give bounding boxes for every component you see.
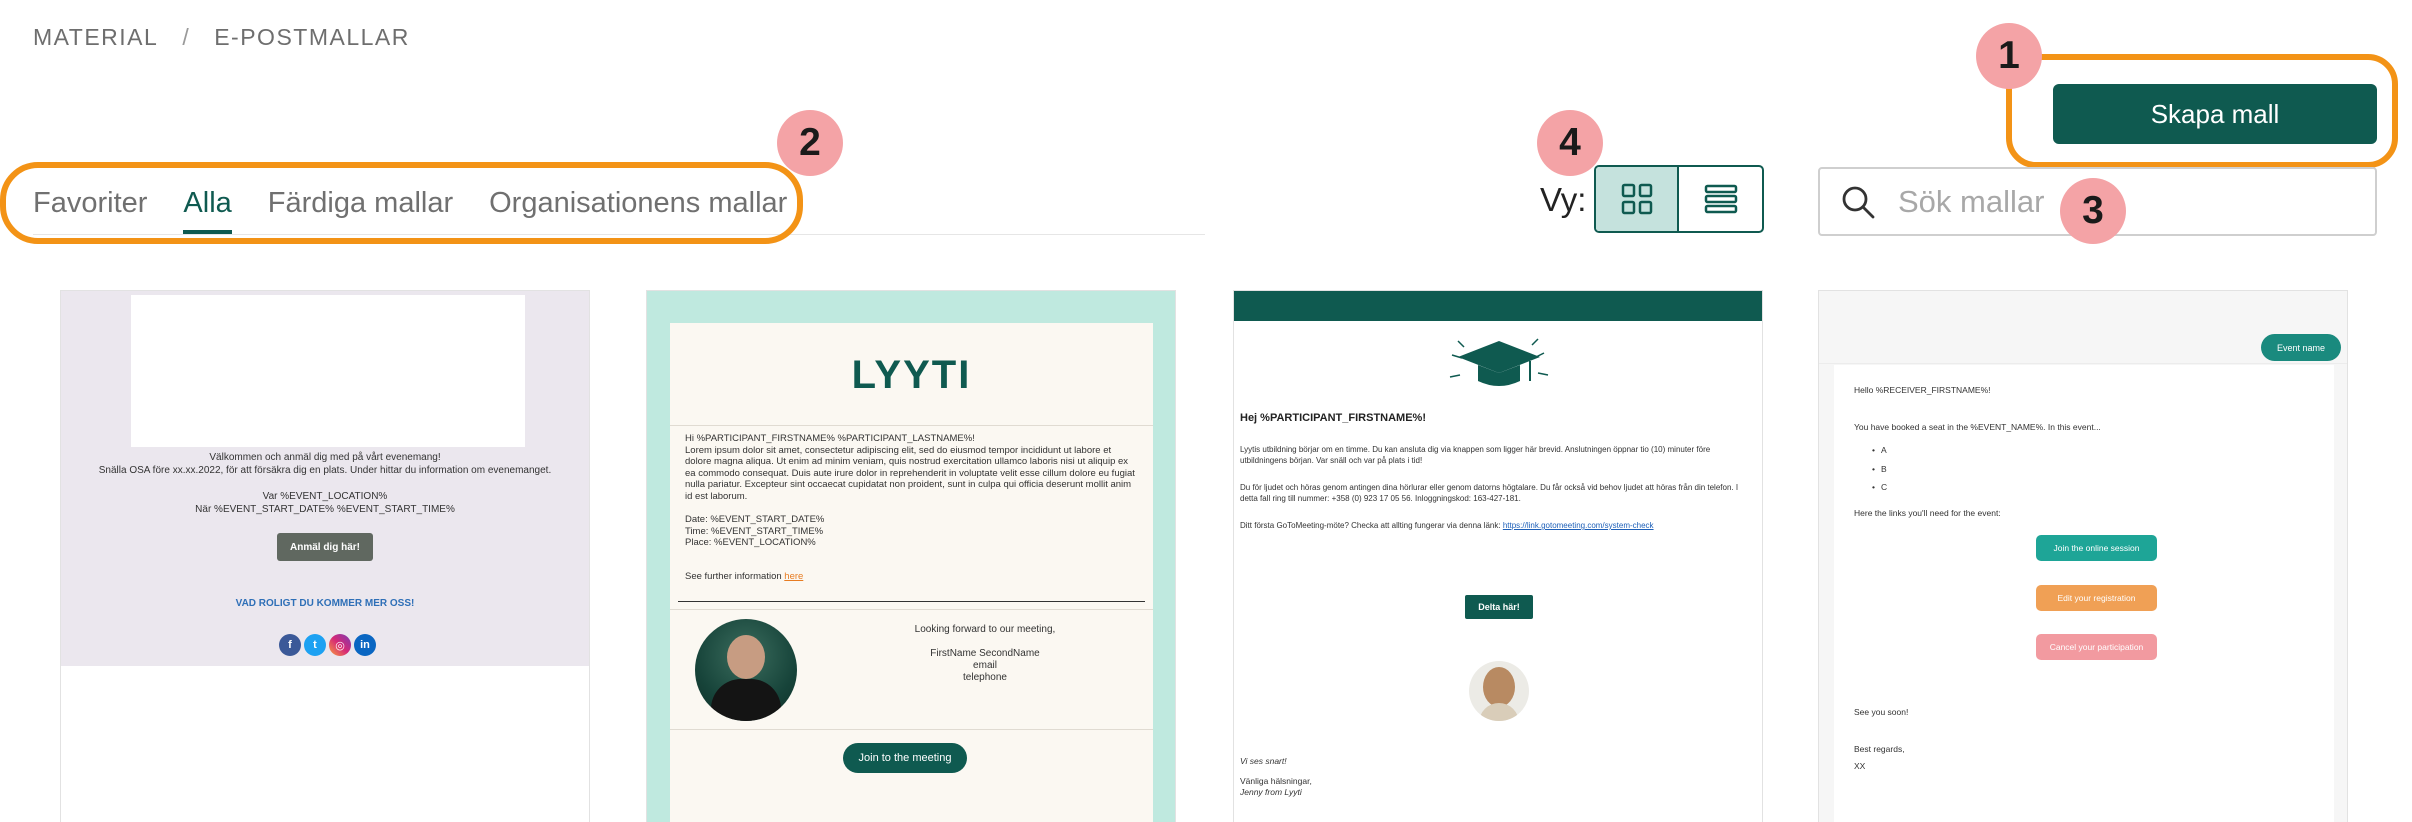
list-view-button[interactable] — [1679, 167, 1762, 231]
breadcrumb-root[interactable]: MATERIAL — [33, 24, 159, 50]
regards-text: Vänliga hälsningar, — [1240, 776, 1312, 786]
see-you-text: Vi ses snart! — [1240, 756, 1287, 766]
lorem-text: Lorem ipsum dolor sit amet, consectetur adipiscing elit, sed do eiusmod tempor incididunt ut labore et dolore magna aliqua. Ut enim ad minim veniam, quis nostrud exercitation ullamco laboris nisi ut aliquip ex ea commodo consequat. Duis aute irure dolor in reprehenderit in voluptate velit esse cillum dolore eu fugiat nulla pariatur. Excepteur sint occaecat cupidatat non proident, sunt in culpa qui officia deserunt mollit anim id est laborum. — [685, 444, 1135, 502]
from-text: Jenny from Lyyti — [1240, 787, 1302, 797]
breadcrumb-current: E-POSTMALLAR — [214, 24, 410, 50]
lyyti-logo: LYYTI — [851, 353, 972, 397]
divider — [670, 609, 1153, 610]
header-band — [1234, 291, 1762, 321]
grid-icon — [1621, 183, 1653, 215]
list-item: • B — [1872, 464, 1887, 474]
facebook-icon: f — [279, 634, 301, 656]
annotation-badge-3: 3 — [2060, 178, 2126, 244]
list-item: • A — [1872, 445, 1887, 455]
template-card-meeting[interactable] — [646, 290, 1176, 822]
breadcrumb-separator: / — [182, 24, 191, 50]
more-info-link: here — [784, 570, 804, 582]
list-item-label: C — [1880, 482, 1888, 492]
signature — [1240, 756, 1312, 798]
edit-registration-button: Edit your registration — [2036, 585, 2157, 611]
links-text: Here the links you'll need for the event: — [1854, 508, 2001, 518]
linkedin-icon: in — [354, 634, 376, 656]
tab-all[interactable]: Alla — [183, 185, 231, 233]
tab-organization-templates[interactable]: Organisationens mallar — [489, 187, 788, 219]
search-icon — [1838, 182, 1878, 222]
see-you-text: See you soon! — [1854, 707, 1909, 717]
signature-email: email — [973, 660, 997, 671]
signature-telephone: telephone — [963, 672, 1007, 683]
tagline: VAD ROLIGT DU KOMMER MER OSS! — [235, 598, 415, 609]
annotation-badge-4: 4 — [1537, 110, 1603, 176]
create-template-button[interactable]: Skapa mall — [2053, 84, 2377, 144]
view-label: Vy: — [1540, 181, 1587, 218]
list-item: • C — [1872, 482, 1888, 492]
email-preview — [61, 291, 589, 666]
view-toggle — [1594, 165, 1764, 233]
divider — [670, 729, 1153, 730]
looking-forward-text: Looking forward to our meeting, — [914, 624, 1056, 635]
email-body — [685, 433, 1135, 582]
instagram-icon: ◎ — [329, 634, 351, 656]
tab-ready-templates[interactable]: Färdiga mallar — [267, 187, 454, 219]
list-icon — [1704, 184, 1738, 214]
create-button-highlight — [2006, 54, 2398, 168]
join-here-button: Delta här! — [1465, 595, 1533, 619]
more-info-text: See further information — [685, 570, 782, 582]
hello-text: Hello %RECEIVER_FIRSTNAME%! — [1854, 385, 1991, 395]
email-body — [61, 451, 589, 516]
time-text: När %EVENT_START_DATE% %EVENT_START_TIME% — [195, 504, 455, 515]
banner-image-placeholder — [131, 295, 525, 447]
signature — [890, 624, 1080, 684]
greeting: Hej %PARTICIPANT_FIRSTNAME%! — [1240, 412, 1426, 424]
paragraph-1: Lyytis utbildning börjar om en timme. Du kan ansluta dig via knappen som ligger här brevid. Anslutningen öppnar tio (10) minuter före utbildningens början. Var snäll och var på plats i tid! — [1240, 445, 1711, 465]
osa-text: Snälla OSA före xx.xx.2022, för att försäkra dig en plats. Under hittar du information om evenemanget. — [98, 465, 552, 476]
template-card-training[interactable] — [1233, 290, 1763, 822]
register-button: Anmäl dig här! — [277, 533, 373, 561]
greeting: Hi %PARTICIPANT_FIRSTNAME% %PARTICIPANT_LASTNAME%! — [685, 433, 975, 444]
booked-text: You have booked a seat in the %EVENT_NAME%. In this event... — [1854, 422, 2101, 432]
annotation-badge-1: 1 — [1976, 23, 2042, 89]
breadcrumb — [33, 24, 410, 51]
grid-view-button[interactable] — [1596, 167, 1679, 231]
avatar — [695, 619, 797, 721]
annotation-badge-2: 2 — [777, 110, 843, 176]
system-check-link: https://link.gotomeeting.com/system-check — [1502, 521, 1654, 530]
list-item-label: B — [1880, 464, 1887, 474]
graduation-cap-icon — [1444, 331, 1554, 401]
avatar — [1469, 661, 1529, 721]
time-text: Time: %EVENT_START_TIME% — [685, 525, 824, 537]
tabs-highlight — [0, 162, 803, 244]
place-text: Place: %EVENT_LOCATION% — [685, 537, 816, 548]
email-preview — [670, 323, 1153, 822]
join-session-button: Join the online session — [2036, 535, 2157, 561]
paragraph-3 — [1240, 520, 1755, 531]
twitter-icon: t — [304, 634, 326, 656]
list-item-label: A — [1880, 445, 1887, 455]
social-icons — [279, 634, 376, 656]
divider — [670, 425, 1153, 426]
template-card-event-links[interactable] — [1818, 290, 2348, 822]
event-name-pill: Event name — [2261, 334, 2341, 361]
regards-text: Best regards, — [1854, 744, 1905, 754]
date-text: Date: %EVENT_START_DATE% — [685, 514, 825, 525]
tab-favorites[interactable]: Favoriter — [33, 187, 148, 219]
more-info — [685, 571, 1135, 583]
welcome-text: Välkommen och anmäl dig med på vårt evenemang! — [209, 452, 441, 463]
paragraph-3-text: Ditt första GoToMeeting-möte? Checka att allting fungerar via denna länk: — [1240, 521, 1501, 530]
join-meeting-button: Join to the meeting — [843, 743, 967, 773]
cancel-participation-button: Cancel your participation — [2036, 634, 2157, 660]
location-text: Var %EVENT_LOCATION% — [262, 491, 388, 502]
divider — [678, 601, 1145, 602]
email-header — [1819, 291, 2347, 364]
signature-name: FirstName SecondName — [930, 648, 1040, 659]
email-body — [1834, 365, 2334, 822]
paragraph-2: Du för ljudet och höras genom antingen dina hörlurar eller genom datorns högtalare. Du får också vid behov ljudet att höras från din telefon. I detta fall ring till nummer: +358 (0) 923 17 05 56. Inloggningskod: 163-427-181. — [1240, 483, 1739, 503]
sign-text: XX — [1854, 761, 1866, 771]
template-card-event-invite[interactable] — [60, 290, 590, 822]
